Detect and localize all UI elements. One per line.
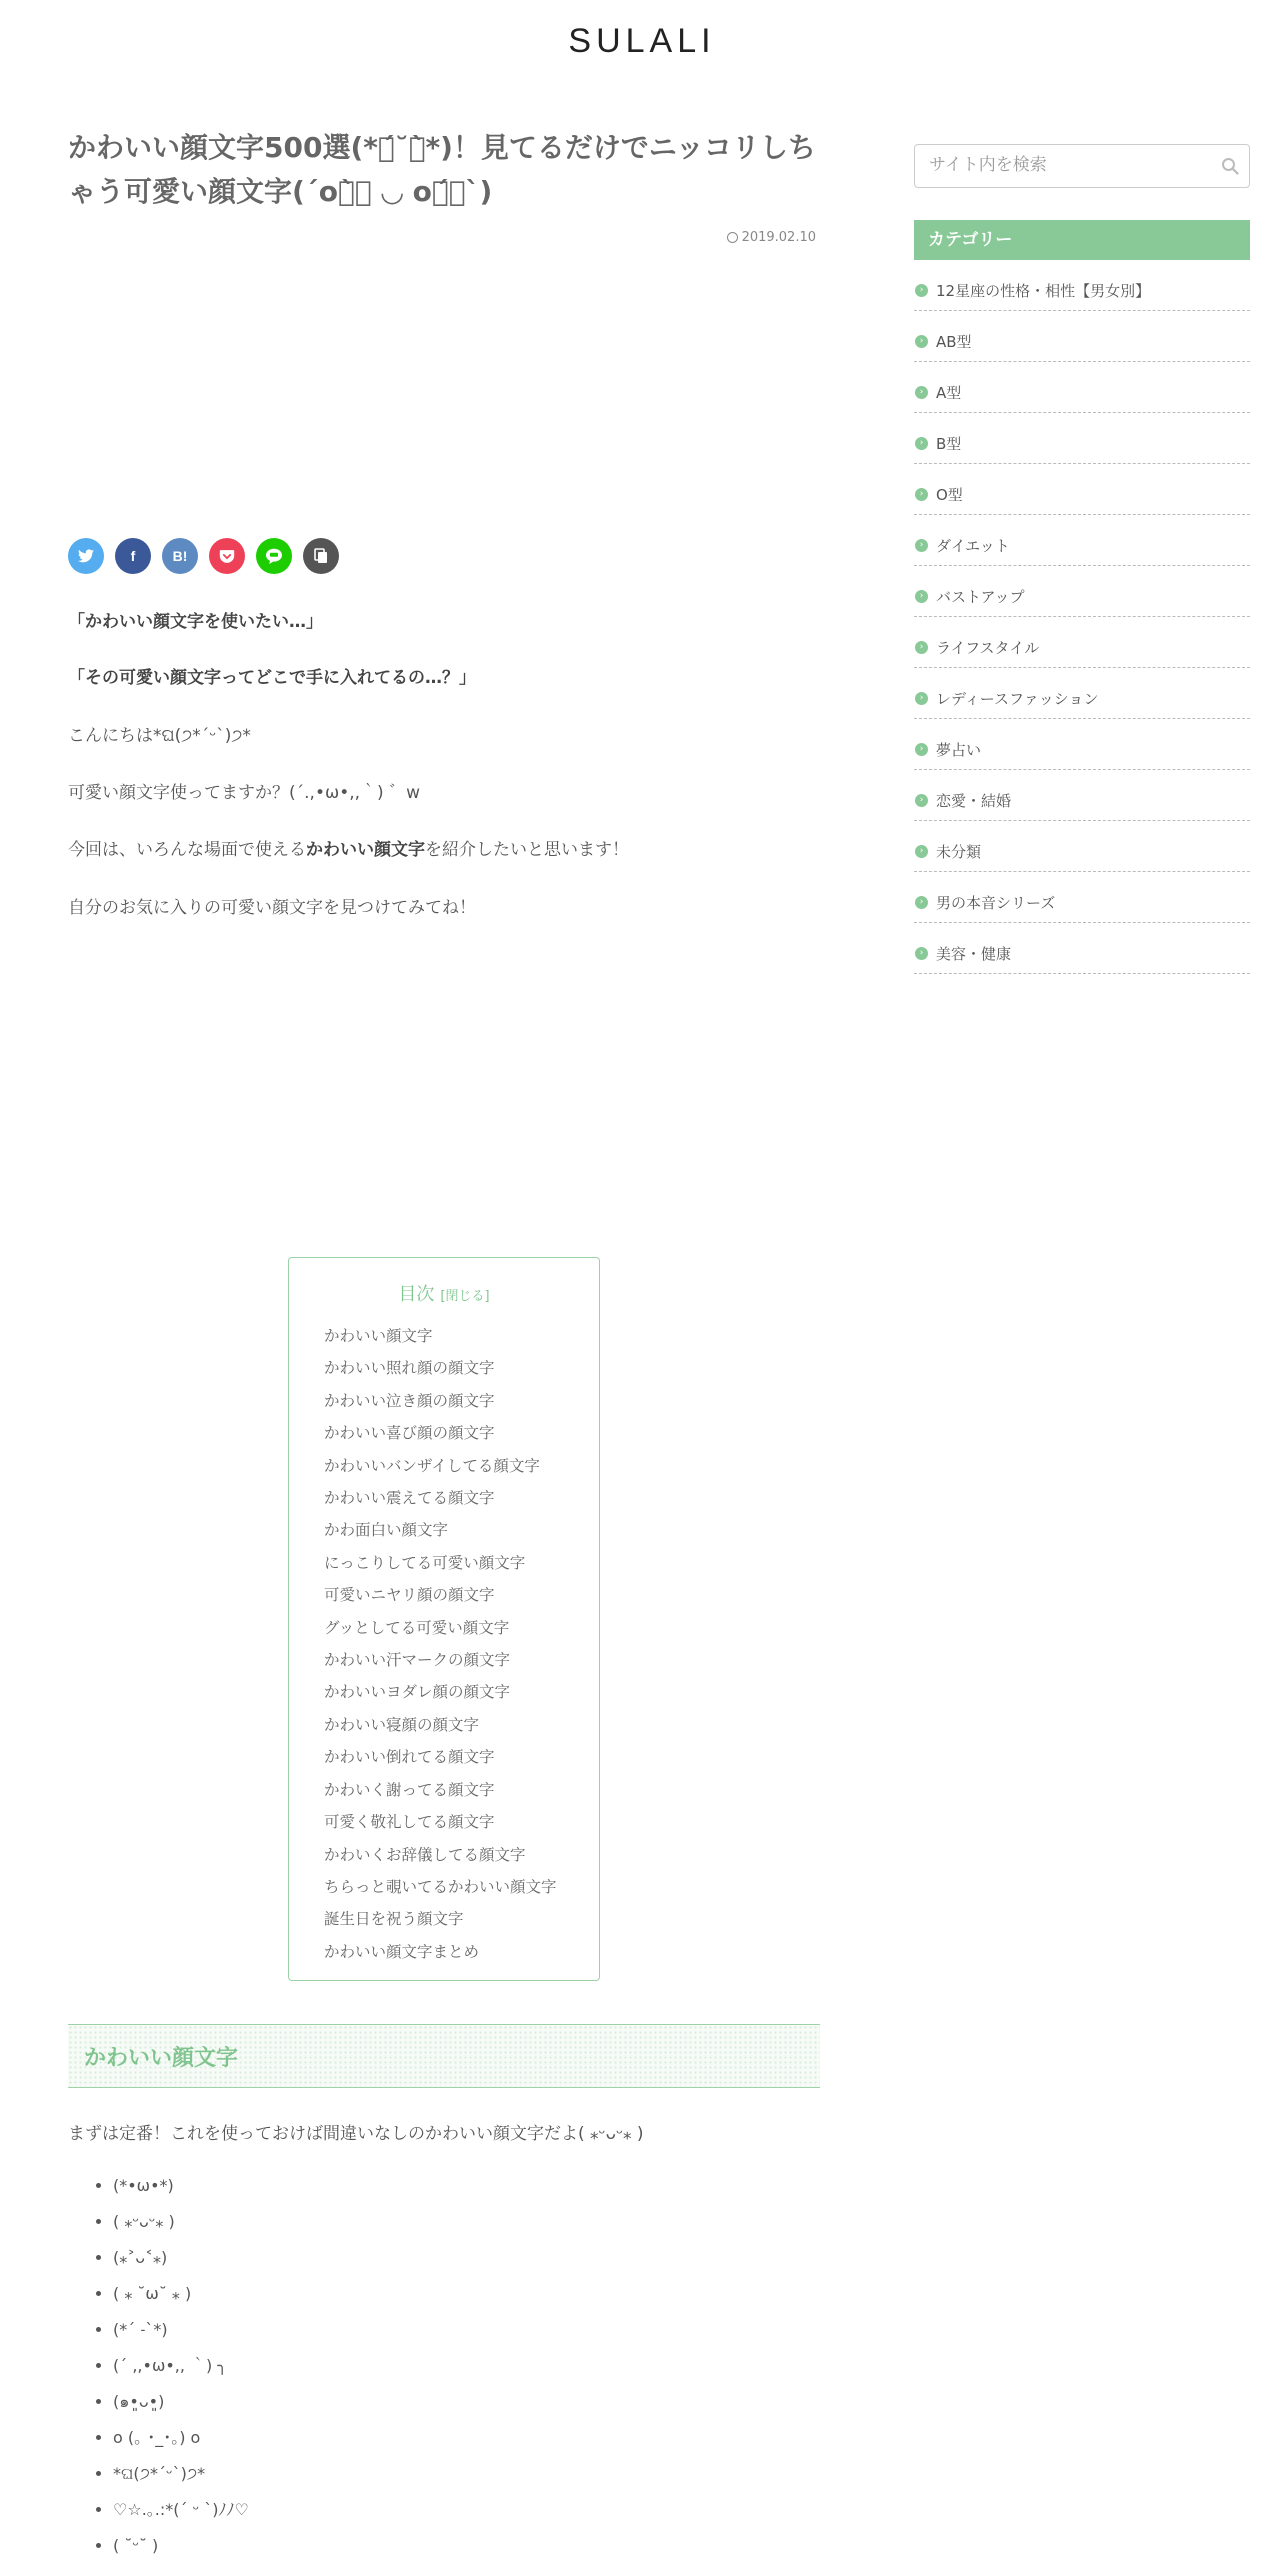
list-item: • o (｡ ･_･｡) o	[113, 2420, 249, 2456]
toc-item[interactable]: かわいい寝顔の顔文字	[324, 1715, 480, 1734]
section-heading	[68, 2024, 820, 2088]
chevron-right-icon: ›	[915, 590, 928, 603]
category-item[interactable]: › 夢占い	[914, 719, 1250, 770]
category-item[interactable]: › レディースファッション	[914, 668, 1250, 719]
line-share-button[interactable]	[256, 538, 292, 574]
article-main	[68, 118, 820, 918]
category-title: カテゴリー	[914, 220, 1250, 260]
toc-item[interactable]: かわいい震えてる顔文字	[324, 1489, 495, 1508]
list-item: • ♡☆.｡.:*(ˊ ᵕ ˋ)ﾉﾉ♡	[113, 2492, 249, 2528]
section-heading-text: かわいい顔文字	[84, 2046, 239, 2071]
toc-item[interactable]: かわ面白い顔文字	[324, 1521, 449, 1540]
intro-purpose: 今回は、いろんな場面で使えるかわいい顔文字を紹介したいと思います！	[68, 840, 629, 860]
toc-item[interactable]: かわいくお辞儀してる顔文字	[324, 1845, 526, 1864]
chevron-right-icon: ›	[915, 437, 928, 450]
clock-icon	[727, 232, 738, 243]
toc-item[interactable]: かわいい汗マークの顔文字	[324, 1651, 511, 1670]
section-lead: まずは定番！これを使っておけば間違いなしのかわいい顔文字だよ( ⁎ᵕᴗᵕ⁎ )	[68, 2124, 644, 2144]
site-logo[interactable]: SULALI	[568, 22, 716, 60]
list-item: • *ଘ(੭*ˊᵕˋ)੭*	[113, 2456, 249, 2492]
hatena-share-button[interactable]	[162, 538, 198, 574]
category-item[interactable]: › ダイエット	[914, 515, 1250, 566]
toc-item[interactable]: かわいい喜び顔の顔文字	[324, 1424, 495, 1443]
list-item: • ( ⁎ᵕᴗᵕ⁎ )	[113, 2204, 249, 2240]
toc-item[interactable]: 可愛いニヤリ顔の顔文字	[324, 1586, 495, 1605]
copy-icon	[314, 548, 328, 564]
toc-item[interactable]: 誕生日を祝う顔文字	[324, 1910, 464, 1929]
intro-closing: 自分のお気に入りの可愛い顔文字を見つけてみてね！	[68, 898, 476, 918]
category-item[interactable]: › ライフスタイル	[914, 617, 1250, 668]
twitter-icon	[78, 549, 94, 563]
post-date-text: 2019.02.10	[741, 230, 816, 245]
copy-link-button[interactable]	[303, 538, 339, 574]
category-item[interactable]: › 男の本音シリーズ	[914, 872, 1250, 923]
category-item[interactable]: › 恋愛・結婚	[914, 770, 1250, 821]
toc-item[interactable]: かわいい倒れてる顔文字	[324, 1748, 495, 1767]
category-list	[914, 260, 1250, 974]
toc-list	[324, 1320, 599, 1968]
toc-title: 目次 [閉じる]	[398, 1284, 490, 1305]
chevron-right-icon: ›	[915, 692, 928, 705]
category-item[interactable]: › B型	[914, 413, 1250, 464]
toc-item[interactable]: かわいい顔文字まとめ	[324, 1942, 480, 1961]
toc-toggle-link[interactable]: [閉じる]	[440, 1289, 490, 1304]
category-item[interactable]: › O型	[914, 464, 1250, 515]
chevron-right-icon: ›	[915, 386, 928, 399]
chevron-right-icon: ›	[915, 488, 928, 501]
search-icon[interactable]	[1221, 157, 1239, 175]
toc-item[interactable]: ちらっと覗いてるかわいい顔文字	[324, 1877, 557, 1896]
search-box	[914, 144, 1250, 188]
site-header	[0, 0, 1284, 110]
list-item: • (*ˊ ˗ˋ*)	[113, 2312, 249, 2348]
toc-item[interactable]: かわいく謝ってる顔文字	[324, 1780, 495, 1799]
chevron-right-icon: ›	[915, 794, 928, 807]
list-item: • (´ ,,•ω•,, ｀) ╮	[113, 2348, 249, 2384]
ad-space	[68, 245, 820, 530]
intro-quote-2: 「その可愛い顔文字ってどこで手に入れてるの…？」	[68, 668, 476, 688]
chevron-right-icon: ›	[915, 743, 928, 756]
category-item[interactable]: › 美容・健康	[914, 923, 1250, 974]
chevron-right-icon: ›	[915, 539, 928, 552]
table-of-contents	[288, 1257, 600, 1981]
hatena-icon: B!	[172, 548, 188, 564]
list-item: • (⁎˃ᴗ˂⁎)	[113, 2240, 249, 2276]
category-item[interactable]: › AB型	[914, 311, 1250, 362]
category-item[interactable]: › 未分類	[914, 821, 1250, 872]
category-item[interactable]: › A型	[914, 362, 1250, 413]
pocket-share-button[interactable]	[209, 538, 245, 574]
category-item[interactable]: › バストアップ	[914, 566, 1250, 617]
chevron-right-icon: ›	[915, 284, 928, 297]
twitter-share-button[interactable]	[68, 538, 104, 574]
chevron-right-icon: ›	[915, 947, 928, 960]
toc-item[interactable]: かわいい泣き顔の顔文字	[324, 1391, 495, 1410]
post-date	[68, 230, 820, 245]
line-icon	[265, 548, 283, 564]
toc-item[interactable]: 可愛く敬礼してる顔文字	[324, 1813, 495, 1832]
share-buttons	[68, 538, 820, 574]
chevron-right-icon: ›	[915, 641, 928, 654]
search-input[interactable]	[927, 154, 1211, 176]
toc-item[interactable]: かわいいヨダレ顔の顔文字	[324, 1683, 511, 1702]
toc-item[interactable]: かわいいバンザイしてる顔文字	[324, 1456, 540, 1475]
chevron-right-icon: ›	[915, 896, 928, 909]
toc-item[interactable]: かわいい照れ顔の顔文字	[324, 1359, 495, 1378]
category-item[interactable]: › 12星座の性格・相性【男女別】	[914, 260, 1250, 311]
pocket-icon	[219, 549, 235, 564]
toc-item[interactable]: かわいい顔文字	[324, 1327, 433, 1345]
intro-question: 可愛い顔文字使ってますか？(´.,•ω•,,｀) ゛w	[68, 783, 420, 803]
list-item: • (๑•͈ᴗ•͈)	[113, 2384, 249, 2420]
kaomoji-list	[68, 2168, 249, 2564]
toc-item[interactable]: にっこりしてる可愛い顔文字	[324, 1553, 526, 1572]
article-title: かわいい顔文字500選(*ฅ́˘ฅ̀*)！見てるだけでニッコリしちゃう可愛い顔文字(´oฅ̀ิ ◡ oฅ́ิ`)	[68, 131, 816, 208]
facebook-share-button[interactable]	[115, 538, 151, 574]
list-item: • ( ˘ᵕ˘ )	[113, 2528, 249, 2564]
intro-quote-1: 「かわいい顔文字を使いたい…」	[68, 612, 323, 632]
chevron-right-icon: ›	[915, 335, 928, 348]
list-item: • ( ⁎ ˘ω˘ ⁎ )	[113, 2276, 249, 2312]
toc-item[interactable]: グッとしてる可愛い顔文字	[324, 1618, 510, 1637]
chevron-right-icon: ›	[915, 845, 928, 858]
list-item: • (*•ω•*)	[113, 2168, 249, 2204]
sidebar	[914, 144, 1250, 974]
intro-greeting: こんにちは*ଘ(੭*ˊᵕˋ)੭*	[68, 726, 251, 746]
facebook-icon: f	[130, 548, 136, 564]
